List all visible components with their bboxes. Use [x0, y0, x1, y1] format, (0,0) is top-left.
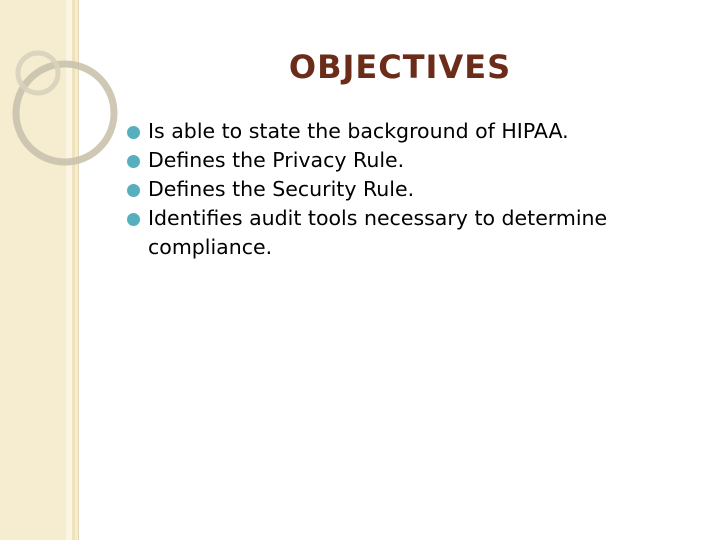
list-item [127, 117, 687, 146]
objectives-list [127, 117, 687, 262]
list-item [127, 146, 687, 175]
bullet-dot-icon [127, 126, 140, 139]
slide-title: OBJECTIVES [288, 48, 512, 86]
list-item-text: Defines the Privacy Rule. [148, 148, 405, 172]
list-item-text: Is able to state the background of HIPAA. [148, 119, 569, 143]
side-band-stripe [72, 0, 75, 540]
list-item [127, 204, 687, 262]
list-item [127, 175, 687, 204]
bullet-dot-icon [127, 213, 140, 226]
bullet-dot-icon [127, 155, 140, 168]
bullet-dot-icon [127, 184, 140, 197]
list-item-text: Defines the Security Rule. [148, 177, 415, 201]
list-item-text: Identifies audit tools necessary to determine compliance. [148, 206, 608, 259]
decorative-side-band [0, 0, 79, 540]
